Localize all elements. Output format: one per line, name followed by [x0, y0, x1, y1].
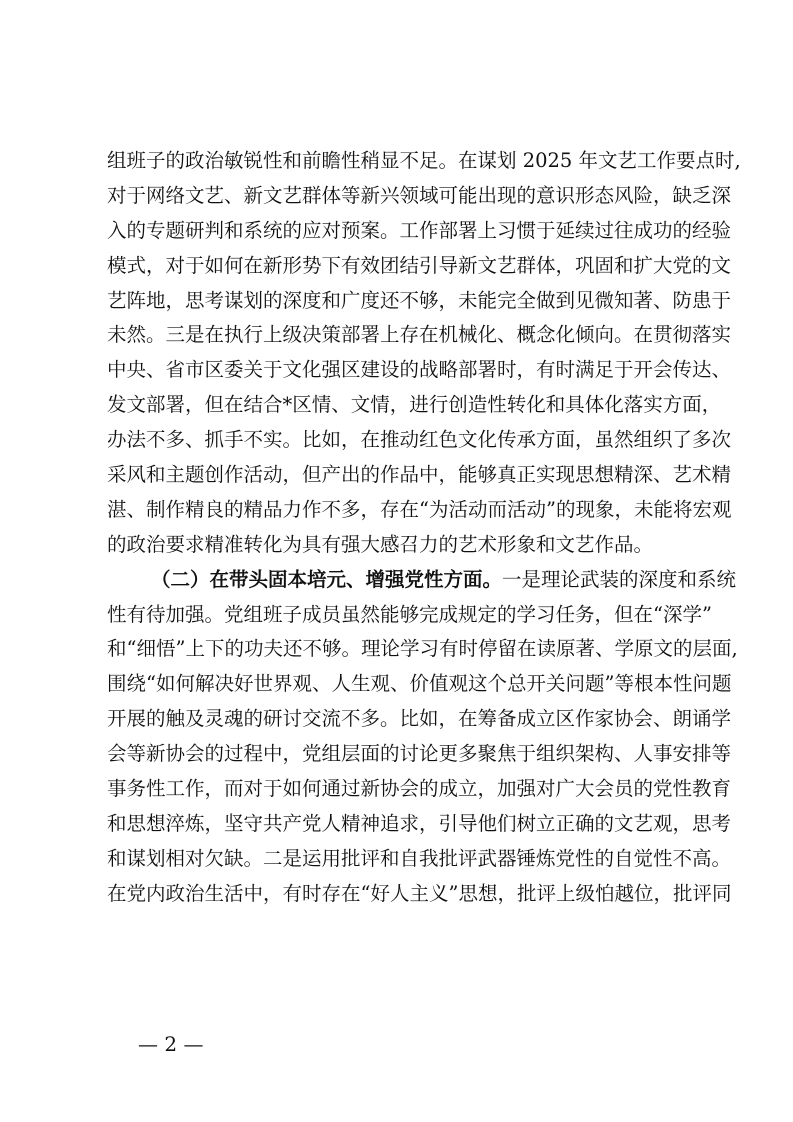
text-line: 和谋划相对欠缺。二是运用批评和自我批评武器锤炼党性的自觉性不高。 — [107, 846, 732, 870]
text-line: 事务性工作，而对于如何通过新协会的成立，加强对广大会员的党性教育 — [107, 777, 732, 801]
text-line: 中央、省市区委关于文化强区建设的战略部署时，有时满足于开会传达、 — [107, 358, 732, 382]
text-line: 艺阵地，思考谋划的深度和广度还不够，未能完全做到见微知著、防患于 — [107, 288, 732, 312]
text-line: 入的专题研判和系统的应对预案。工作部署上习惯于延续过往成功的经验 — [107, 218, 732, 242]
text-line: 围绕“如何解决好世界观、人生观、价值观这个总开关问题”等根本性问题 — [107, 672, 732, 696]
page-number: — 2 — — [138, 1032, 204, 1056]
text-line: 开展的触及灵魂的研讨交流不多。比如，在筹备成立区作家协会、朗诵学 — [107, 707, 732, 731]
text-line: 的政治要求精准转化为具有强大感召力的艺术形象和文艺作品。 — [107, 532, 654, 556]
section-heading-rest: 一是理论武装的深度和系统 — [502, 567, 737, 591]
section-heading-line — [107, 563, 737, 598]
text-line: 在党内政治生活中，有时存在“好人主义”思想，批评上级怕越位，批评同 — [107, 881, 732, 905]
text-line: 发文部署，但在结合*区情、文情，进行创造性转化和具体化落实方面， — [107, 393, 722, 417]
text-line: 湛、制作精良的精品力作不多，存在“为活动而活动”的现象，未能将宏观 — [107, 497, 732, 521]
text-line: 模式，对于如何在新形势下有效团结引导新文艺群体，巩固和扩大党的文 — [107, 253, 732, 277]
text-line: 未然。三是在执行上级决策部署上存在机械化、概念化倾向。在贯彻落实 — [107, 323, 732, 347]
text-line: 组班子的政治敏锐性和前瞻性稍显不足。在谋划 2025 年文艺工作要点时, — [107, 149, 741, 172]
text-line: 和思想淬炼，坚守共产党人精神追求，引导他们树立正确的文艺观，思考 — [107, 811, 732, 835]
text-line: 办法不多、抓手不实。比如，在推动红色文化传承方面，虽然组织了多次 — [107, 428, 732, 452]
section-heading: （二）在带头固本培元、增强党性方面。 — [151, 567, 503, 591]
text-line: 采风和主题创作活动，但产出的作品中，能够真正实现思想精深、艺术精 — [107, 463, 732, 487]
text-line: 和“细悟”上下的功夫还不够。理论学习有时停留在读原著、学原文的层面, — [107, 637, 738, 661]
text-line: 会等新协会的过程中，党组层面的讨论更多聚焦于组织架构、人事安排等 — [107, 742, 732, 766]
body-text — [107, 144, 741, 912]
text-line: 对于网络文艺、新文艺群体等新兴领域可能出现的意识形态风险，缺乏深 — [107, 183, 732, 207]
text-line: 性有待加强。党组班子成员虽然能够完成规定的学习任务，但在“深学” — [107, 602, 712, 626]
